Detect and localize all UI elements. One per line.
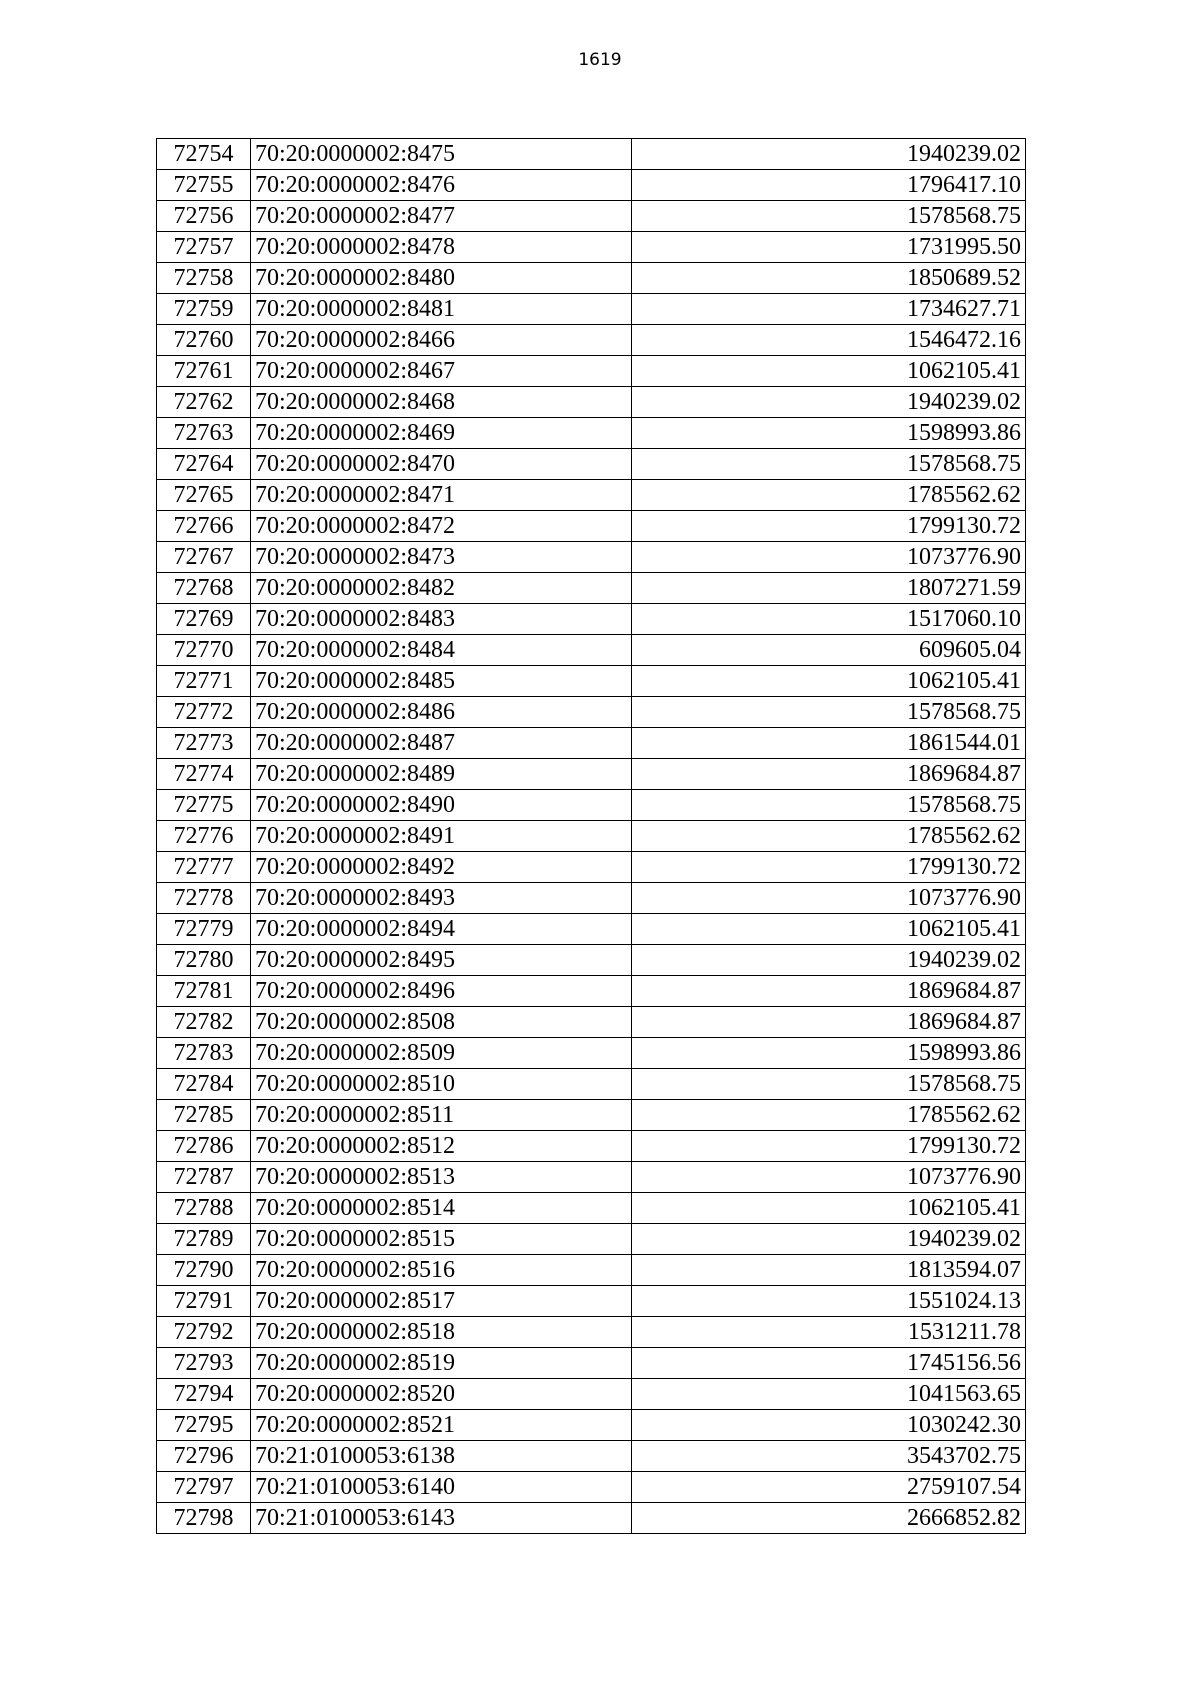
table-row [157,1224,1026,1255]
cadastral-value: 2666852.82 [632,1503,1026,1534]
table-row [157,1410,1026,1441]
cadastral-number: 70:20:0000002:8495 [251,945,632,976]
row-number: 72772 [157,697,251,728]
cadastral-value: 1799130.72 [632,1131,1026,1162]
cadastral-number: 70:20:0000002:8517 [251,1286,632,1317]
table-row [157,1069,1026,1100]
table-row [157,1379,1026,1410]
row-number: 72782 [157,1007,251,1038]
cadastral-number: 70:20:0000002:8484 [251,635,632,666]
table-row [157,945,1026,976]
cadastral-value: 1598993.86 [632,1038,1026,1069]
table-row [157,1038,1026,1069]
cadastral-number: 70:20:0000002:8489 [251,759,632,790]
table-row [157,1348,1026,1379]
cadastral-value: 1578568.75 [632,449,1026,480]
cadastral-number: 70:21:0100053:6143 [251,1503,632,1534]
row-number: 72781 [157,976,251,1007]
row-number: 72764 [157,449,251,480]
cadastral-value: 1785562.62 [632,1100,1026,1131]
cadastral-value: 1869684.87 [632,976,1026,1007]
cadastral-value: 1731995.50 [632,232,1026,263]
cadastral-number: 70:20:0000002:8487 [251,728,632,759]
table-row [157,1503,1026,1534]
row-number: 72765 [157,480,251,511]
cadastral-value: 1062105.41 [632,666,1026,697]
row-number: 72788 [157,1193,251,1224]
table-row [157,976,1026,1007]
cadastral-value: 1745156.56 [632,1348,1026,1379]
table-row [157,511,1026,542]
cadastral-number: 70:20:0000002:8512 [251,1131,632,1162]
table-row [157,1162,1026,1193]
row-number: 72777 [157,852,251,883]
table-row [157,1286,1026,1317]
row-number: 72767 [157,542,251,573]
cadastral-value: 1869684.87 [632,759,1026,790]
table-row [157,294,1026,325]
table-row [157,728,1026,759]
cadastral-value: 1073776.90 [632,1162,1026,1193]
cadastral-value: 1799130.72 [632,852,1026,883]
table-row [157,697,1026,728]
row-number: 72756 [157,201,251,232]
cadastral-value: 1531211.78 [632,1317,1026,1348]
cadastral-number: 70:20:0000002:8466 [251,325,632,356]
table-row [157,449,1026,480]
page-number: 1619 [578,50,622,70]
cadastral-number: 70:20:0000002:8471 [251,480,632,511]
table-row [157,1131,1026,1162]
row-number: 72771 [157,666,251,697]
cadastral-value: 1940239.02 [632,387,1026,418]
cadastral-number: 70:20:0000002:8516 [251,1255,632,1286]
cadastral-number: 70:20:0000002:8472 [251,511,632,542]
row-number: 72761 [157,356,251,387]
row-number: 72768 [157,573,251,604]
cadastral-value: 1578568.75 [632,697,1026,728]
table-row [157,1007,1026,1038]
cadastral-number: 70:20:0000002:8511 [251,1100,632,1131]
cadastral-number: 70:20:0000002:8482 [251,573,632,604]
cadastral-number: 70:20:0000002:8470 [251,449,632,480]
cadastral-value: 1551024.13 [632,1286,1026,1317]
row-number: 72769 [157,604,251,635]
cadastral-number: 70:20:0000002:8475 [251,139,632,170]
cadastral-number: 70:21:0100053:6138 [251,1441,632,1472]
cadastral-number: 70:20:0000002:8514 [251,1193,632,1224]
table-row [157,1255,1026,1286]
table-row [157,542,1026,573]
row-number: 72791 [157,1286,251,1317]
cadastral-value: 1041563.65 [632,1379,1026,1410]
cadastral-number: 70:20:0000002:8478 [251,232,632,263]
table-row [157,852,1026,883]
cadastral-value: 1578568.75 [632,1069,1026,1100]
cadastral-number: 70:20:0000002:8480 [251,263,632,294]
cadastral-number: 70:20:0000002:8483 [251,604,632,635]
row-number: 72757 [157,232,251,263]
table-row [157,170,1026,201]
cadastral-value: 1785562.62 [632,480,1026,511]
table-row [157,1441,1026,1472]
cadastral-number: 70:20:0000002:8477 [251,201,632,232]
row-number: 72792 [157,1317,251,1348]
table-row [157,790,1026,821]
cadastral-value: 1073776.90 [632,883,1026,914]
table-row [157,666,1026,697]
cadastral-number: 70:20:0000002:8518 [251,1317,632,1348]
row-number: 72773 [157,728,251,759]
table-row [157,201,1026,232]
row-number: 72762 [157,387,251,418]
cadastral-number: 70:20:0000002:8520 [251,1379,632,1410]
row-number: 72774 [157,759,251,790]
cadastral-value: 3543702.75 [632,1441,1026,1472]
table-row [157,139,1026,170]
row-number: 72775 [157,790,251,821]
row-number: 72796 [157,1441,251,1472]
row-number: 72759 [157,294,251,325]
cadastral-number: 70:20:0000002:8509 [251,1038,632,1069]
cadastral-value: 1785562.62 [632,821,1026,852]
cadastral-number: 70:20:0000002:8521 [251,1410,632,1441]
cadastral-value-table [156,138,1026,1534]
table-row [157,914,1026,945]
cadastral-number: 70:20:0000002:8485 [251,666,632,697]
row-number: 72780 [157,945,251,976]
cadastral-number: 70:20:0000002:8493 [251,883,632,914]
cadastral-value: 1578568.75 [632,201,1026,232]
cadastral-value: 1940239.02 [632,139,1026,170]
cadastral-value: 1030242.30 [632,1410,1026,1441]
cadastral-number: 70:20:0000002:8508 [251,1007,632,1038]
cadastral-number: 70:20:0000002:8491 [251,821,632,852]
table-row [157,263,1026,294]
row-number: 72760 [157,325,251,356]
cadastral-value: 1940239.02 [632,945,1026,976]
row-number: 72787 [157,1162,251,1193]
row-number: 72763 [157,418,251,449]
cadastral-value: 1813594.07 [632,1255,1026,1286]
row-number: 72779 [157,914,251,945]
cadastral-number: 70:20:0000002:8473 [251,542,632,573]
table-row [157,635,1026,666]
cadastral-number: 70:20:0000002:8469 [251,418,632,449]
cadastral-value: 1869684.87 [632,1007,1026,1038]
cadastral-number: 70:20:0000002:8513 [251,1162,632,1193]
cadastral-number: 70:20:0000002:8481 [251,294,632,325]
cadastral-value: 1517060.10 [632,604,1026,635]
cadastral-number: 70:20:0000002:8519 [251,1348,632,1379]
table-row [157,356,1026,387]
cadastral-number: 70:21:0100053:6140 [251,1472,632,1503]
row-number: 72766 [157,511,251,542]
row-number: 72794 [157,1379,251,1410]
cadastral-value: 1796417.10 [632,170,1026,201]
table-row [157,604,1026,635]
cadastral-number: 70:20:0000002:8496 [251,976,632,1007]
row-number: 72798 [157,1503,251,1534]
cadastral-value: 1807271.59 [632,573,1026,604]
cadastral-value: 1073776.90 [632,542,1026,573]
cadastral-number: 70:20:0000002:8510 [251,1069,632,1100]
cadastral-number: 70:20:0000002:8494 [251,914,632,945]
row-number: 72793 [157,1348,251,1379]
table-row [157,759,1026,790]
cadastral-number: 70:20:0000002:8468 [251,387,632,418]
cadastral-number: 70:20:0000002:8492 [251,852,632,883]
row-number: 72758 [157,263,251,294]
cadastral-number: 70:20:0000002:8486 [251,697,632,728]
row-number: 72797 [157,1472,251,1503]
cadastral-value: 1598993.86 [632,418,1026,449]
cadastral-value: 609605.04 [632,635,1026,666]
cadastral-value: 1850689.52 [632,263,1026,294]
table-row [157,1472,1026,1503]
table-row [157,418,1026,449]
table-row [157,1317,1026,1348]
table-body [157,139,1026,1534]
cadastral-value: 1062105.41 [632,356,1026,387]
table-row [157,821,1026,852]
cadastral-value: 1940239.02 [632,1224,1026,1255]
row-number: 72790 [157,1255,251,1286]
cadastral-value: 1861544.01 [632,728,1026,759]
table-row [157,1100,1026,1131]
table-row [157,387,1026,418]
cadastral-value: 1734627.71 [632,294,1026,325]
table-row [157,1193,1026,1224]
table-row [157,232,1026,263]
row-number: 72785 [157,1100,251,1131]
cadastral-value: 1546472.16 [632,325,1026,356]
cadastral-number: 70:20:0000002:8476 [251,170,632,201]
cadastral-value: 2759107.54 [632,1472,1026,1503]
table-row [157,883,1026,914]
table-row [157,325,1026,356]
cadastral-number: 70:20:0000002:8467 [251,356,632,387]
row-number: 72789 [157,1224,251,1255]
cadastral-number: 70:20:0000002:8515 [251,1224,632,1255]
row-number: 72770 [157,635,251,666]
row-number: 72783 [157,1038,251,1069]
row-number: 72795 [157,1410,251,1441]
cadastral-value: 1578568.75 [632,790,1026,821]
cadastral-value: 1062105.41 [632,914,1026,945]
row-number: 72778 [157,883,251,914]
cadastral-value: 1799130.72 [632,511,1026,542]
cadastral-number: 70:20:0000002:8490 [251,790,632,821]
cadastral-value: 1062105.41 [632,1193,1026,1224]
table-row [157,573,1026,604]
row-number: 72776 [157,821,251,852]
row-number: 72786 [157,1131,251,1162]
row-number: 72784 [157,1069,251,1100]
row-number: 72755 [157,170,251,201]
row-number: 72754 [157,139,251,170]
table-row [157,480,1026,511]
